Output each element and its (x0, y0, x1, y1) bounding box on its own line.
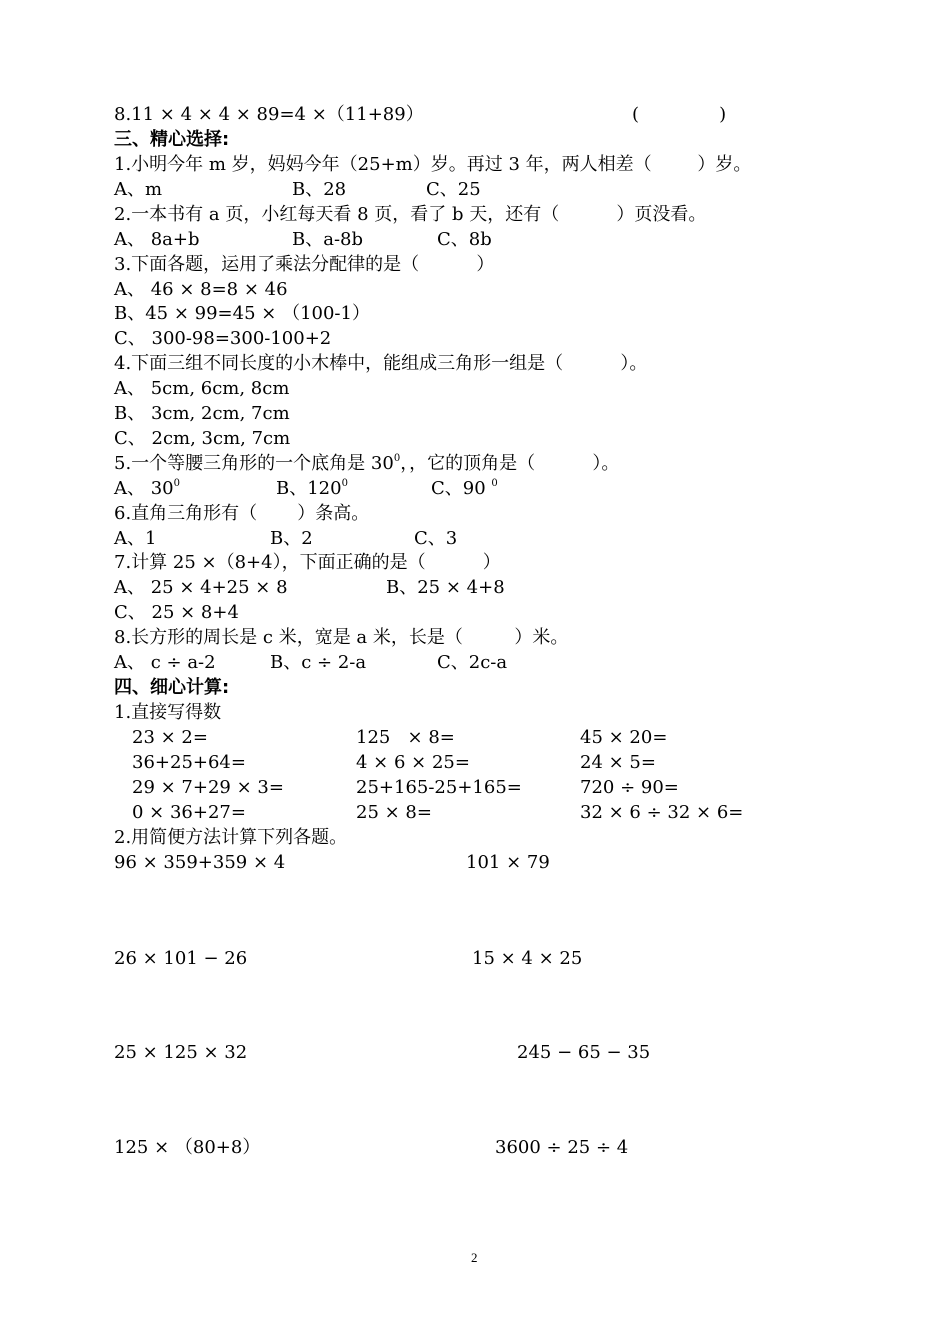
simplify-problem: 96 × 359+359 × 4 (114, 852, 286, 873)
q7-option-c: C、 25 × 8+4 (114, 602, 239, 623)
choice-question-7: 7.计算 25 ×（8+4），下面正确的是（ ） (114, 552, 501, 573)
choice-question-5 (114, 452, 619, 476)
q2-option-b: B、a-8b (292, 229, 364, 250)
oral-problem: 45 × 20= (580, 727, 668, 748)
q8-option-a: A、 c ÷ a-2 (114, 652, 216, 673)
q5-option-a (114, 477, 180, 501)
oral-problem: 25+165-25+165= (356, 777, 522, 798)
simplify-problem: 3600 ÷ 25 ÷ 4 (495, 1137, 629, 1158)
oral-problem: 24 × 5= (580, 752, 656, 773)
oral-problem: 36+25+64= (132, 752, 246, 773)
simplify-problem: 15 × 4 × 25 (472, 948, 583, 969)
oral-problem: 720 ÷ 90= (580, 777, 679, 798)
choice-question-8: 8.长方形的周长是 c 米，宽是 a 米，长是（ ）米。 (114, 627, 569, 648)
oral-problem: 125 × 8= (356, 727, 455, 748)
oral-problem: 23 × 2= (132, 727, 208, 748)
q4-option-a: A、 5cm, 6cm, 8cm (114, 378, 290, 399)
section-3-title: 三、精心选择: (114, 129, 230, 150)
q5-text-post: ，，它的顶角是（ ）。 (400, 453, 620, 474)
q5-option-c-text: C、90 (431, 478, 492, 499)
simplify-problem: 25 × 125 × 32 (114, 1042, 248, 1063)
q6-option-b: B、2 (270, 528, 313, 549)
choice-question-2: 2.一本书有 a 页，小红每天看 8 页，看了 b 天，还有（ ）页没看。 (114, 204, 707, 225)
simplify-problem: 245 − 65 − 35 (517, 1042, 651, 1063)
degree-mark: 0 (491, 478, 498, 489)
oral-problem: 4 × 6 × 25= (356, 752, 470, 773)
q6-option-a: A、1 (114, 528, 157, 549)
q4-option-b: B、 3cm, 2cm, 7cm (114, 403, 290, 424)
choice-question-3: 3.下面各题，运用了乘法分配律的是（ ） (114, 254, 495, 275)
q5-option-b (276, 477, 348, 501)
simplify-problem: 101 × 79 (466, 852, 550, 873)
answer-blank: ( ) (632, 104, 727, 125)
oral-problem: 32 × 6 ÷ 32 × 6= (580, 802, 744, 823)
q7-option-a: A、 25 × 4+25 × 8 (114, 577, 288, 598)
q3-option-c: C、 300-98=300-100+2 (114, 328, 332, 349)
q3-option-b: B、45 × 99=45 × （100-1） (114, 303, 370, 324)
q1-option-b: B、28 (292, 179, 347, 200)
q6-option-c: C、3 (414, 528, 458, 549)
simplify-problem: 125 × （80+8） (114, 1137, 261, 1158)
q5-text-pre: 5.一个等腰三角形的一个底角是 30 (114, 453, 394, 474)
page-number: 2 (471, 1250, 478, 1265)
part-1-title: 1.直接写得数 (114, 702, 222, 723)
oral-problem: 25 × 8= (356, 802, 432, 823)
q2-option-c: C、8b (437, 229, 492, 250)
degree-mark: 0 (173, 478, 180, 489)
q8-option-c: C、2c-a (437, 652, 508, 673)
section-4-title: 四、细心计算: (114, 677, 230, 698)
oral-problem: 0 × 36+27= (132, 802, 246, 823)
q2-option-a: A、 8a+b (114, 229, 200, 250)
true-false-question-8: 8.11 × 4 × 4 × 89=4 ×（11+89） (114, 104, 424, 125)
choice-question-6: 6.直角三角形有（ ）条高。 (114, 503, 370, 524)
q1-option-a: A、m (114, 179, 163, 200)
oral-problem: 29 × 7+29 × 3= (132, 777, 284, 798)
q7-option-b: B、25 × 4+8 (386, 577, 505, 598)
choice-question-1: 1.小明今年 m 岁，妈妈今年（25+m）岁。再过 3 年，两人相差（ ）岁。 (114, 154, 752, 175)
degree-mark: 0 (341, 478, 348, 489)
q8-option-b: B、c ÷ 2-a (270, 652, 367, 673)
simplify-problem: 26 × 101 − 26 (114, 948, 248, 969)
q3-option-a: A、 46 × 8=8 × 46 (114, 279, 288, 300)
q5-option-b-text: B、120 (276, 478, 342, 499)
q5-option-a-text: A、 30 (114, 478, 174, 499)
q1-option-c: C、25 (426, 179, 481, 200)
part-2-title: 2.用简便方法计算下列各题。 (114, 827, 348, 848)
q5-option-c (431, 477, 498, 501)
degree-mark: 0 (393, 453, 401, 464)
choice-question-4: 4.下面三组不同长度的小木棒中，能组成三角形一组是（ ）。 (114, 353, 648, 374)
q4-option-c: C、 2cm, 3cm, 7cm (114, 428, 291, 449)
